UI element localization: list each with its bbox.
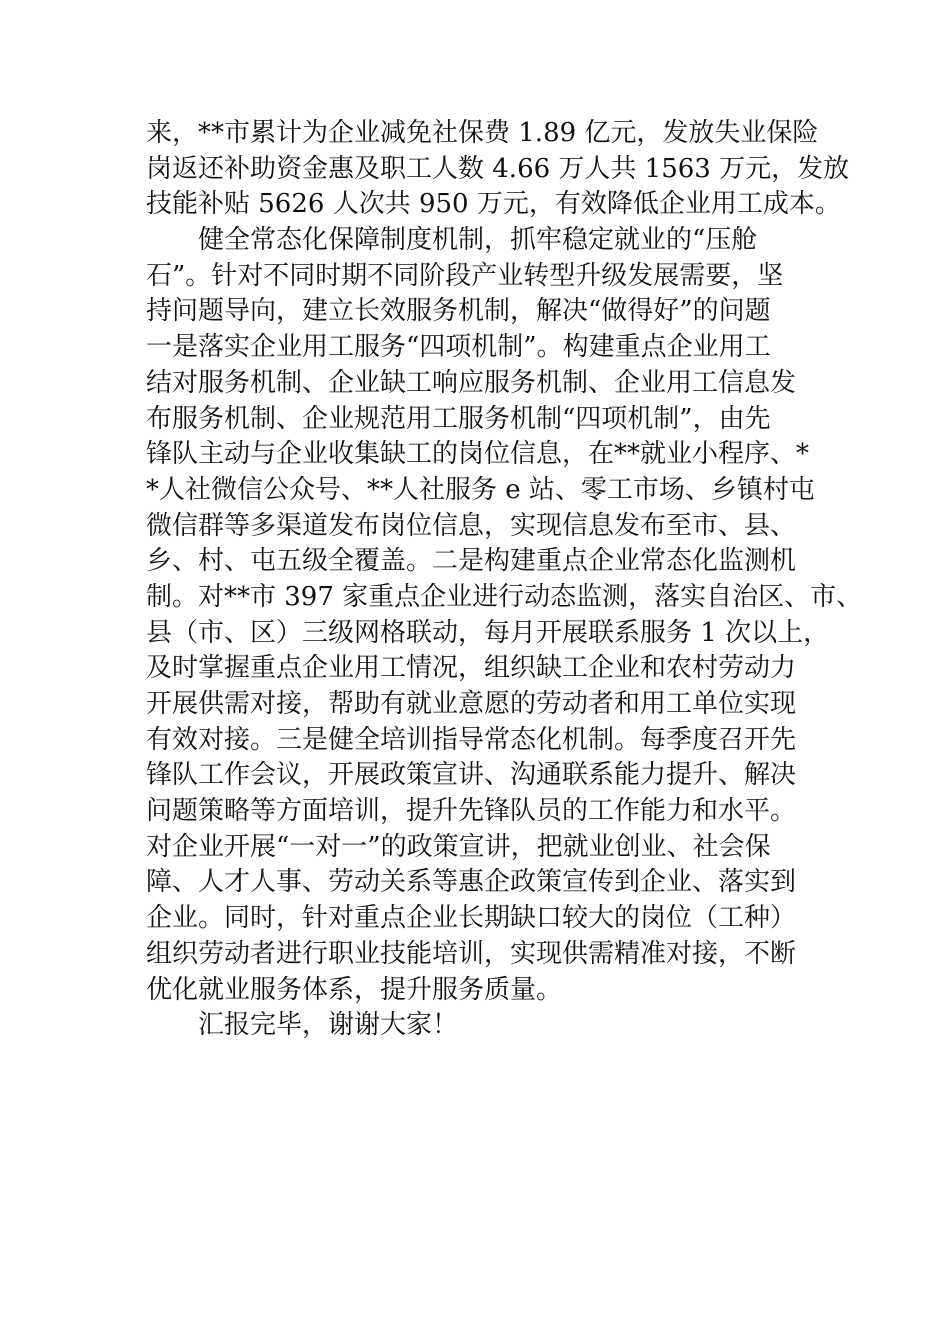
text-line: 锋队主动与企业收集缺工的岗位信息，在**就业小程序、* xyxy=(146,439,810,470)
text-line: 障、人才人事、劳动关系等惠企政策宣传到企业、落实到 xyxy=(146,867,797,898)
text-line: 企业。同时，针对重点企业长期缺口较大的岗位（工种） xyxy=(146,903,797,934)
paragraph-2 xyxy=(146,223,863,1008)
text-line: 来，**市累计为企业减免社保费 1.89 亿元，发放失业保险 xyxy=(146,118,819,148)
text-line: 持问题导向，建立长效服务机制，解决“做得好”的问题 xyxy=(146,296,771,327)
text-line: 锋队工作会议，开展政策宣讲、沟通联系能力提升、解决 xyxy=(146,760,797,791)
text-line: 布服务机制、企业规范用工服务机制“四项机制”，由先 xyxy=(146,403,771,434)
text-line: 及时掌握重点企业用工情况，组织缺工企业和农村劳动力 xyxy=(146,653,797,684)
text-line: 一是落实企业用工服务“四项机制”。构建重点企业用工 xyxy=(146,332,771,363)
text-line: 微信群等多渠道发布岗位信息，实现信息发布至市、县、 xyxy=(146,510,797,541)
text-line: 石”。针对不同时期不同阶段产业转型升级发展需要，坚 xyxy=(146,260,784,291)
text-line: 乡、村、屯五级全覆盖。二是构建重点企业常态化监测机 xyxy=(146,546,797,577)
text-line: 有效对接。三是健全培训指导常态化机制。每季度召开先 xyxy=(146,724,797,755)
text-line: 岗返还补助资金惠及职工人数 4.66 万人共 1563 万元，发放 xyxy=(146,153,850,184)
text-line: *人社微信公众号、**人社服务 e 站、零工市场、乡镇村屯 xyxy=(146,474,815,505)
paragraph-1 xyxy=(146,116,850,223)
document-body xyxy=(146,116,863,1044)
text-line: 对企业开展“一对一”的政策宣讲，把就业创业、社会保 xyxy=(146,831,771,862)
text-line: 技能补贴 5626 人次共 950 万元，有效降低企业用工成本。 xyxy=(146,189,841,220)
text-line: 县（市、区）三级网格联动，每月开展联系服务 1 次以上， xyxy=(146,617,830,648)
text-line: 开展供需对接，帮助有就业意愿的劳动者和用工单位实现 xyxy=(146,689,797,719)
text-line: 健全常态化保障制度机制，抓牢稳定就业的“压舱 xyxy=(146,225,758,256)
text-line: 汇报完毕，谢谢大家！ xyxy=(146,1010,459,1041)
text-line: 组织劳动者进行职业技能培训，实现供需精准对接，不断 xyxy=(146,938,797,969)
text-line: 结对服务机制、企业缺工响应服务机制、企业用工信息发 xyxy=(146,367,797,398)
text-line: 问题策略等方面培训，提升先锋队员的工作能力和水平。 xyxy=(146,796,797,827)
text-line: 优化就业服务体系，提升服务质量。 xyxy=(146,974,563,1005)
paragraph-3 xyxy=(146,1008,846,1044)
text-line: 制。对**市 397 家重点企业进行动态监测，落实自治区、市、 xyxy=(146,581,863,612)
